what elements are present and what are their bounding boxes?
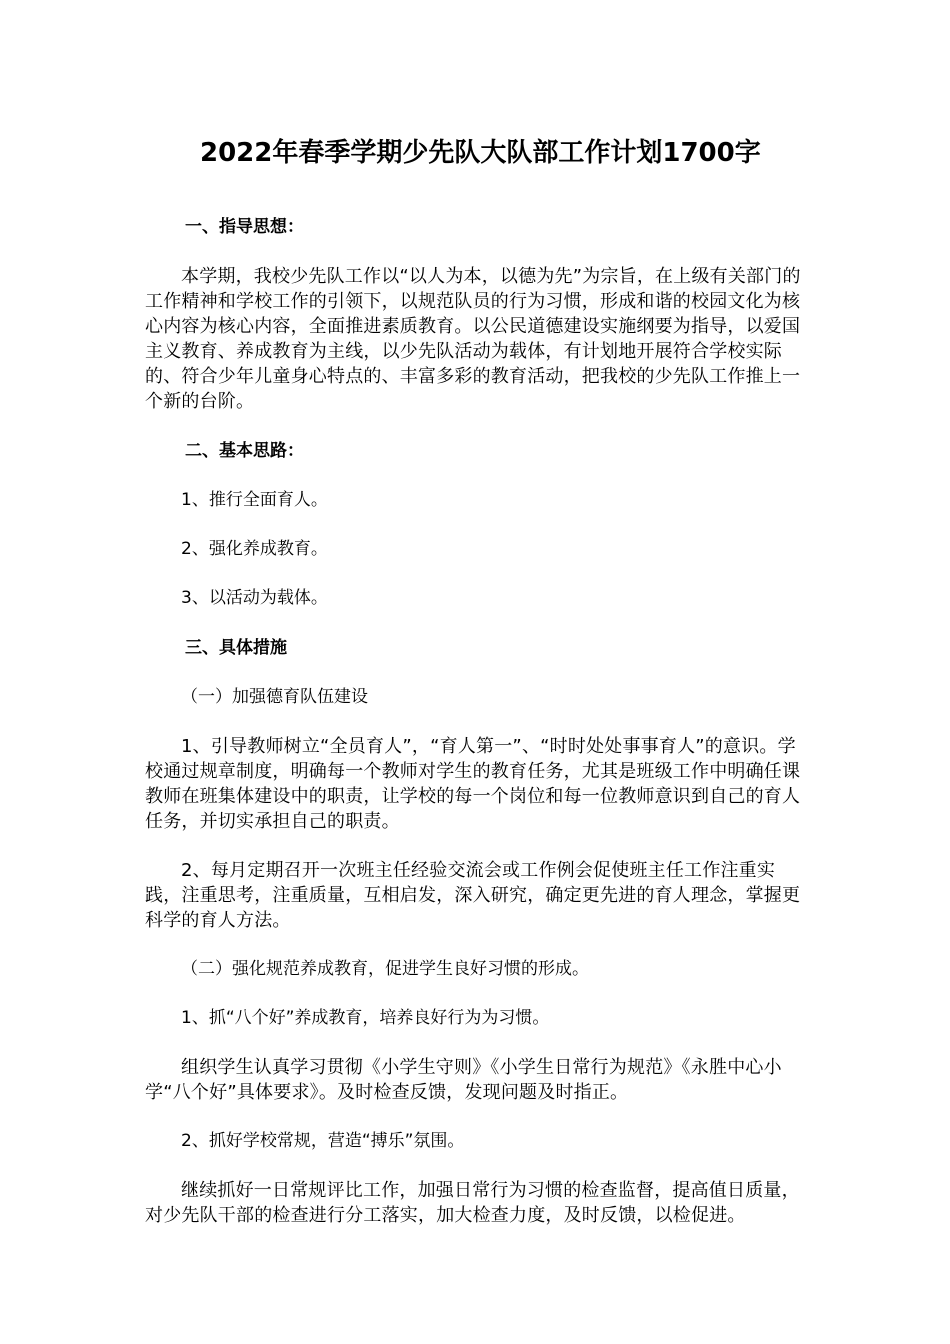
list-item: 3、以活动为载体。 bbox=[181, 588, 328, 608]
section-heading-basic-ideas: 二、基本思路： bbox=[185, 441, 304, 461]
paragraph-measure-2: 2、每月定期召开一次班主任经验交流会或工作例会促使班主任工作注重实践，注重思考，注重质量，互相启发，深入研究，确定更先进的育人理念，掌握更科学的育人方法。 bbox=[145, 860, 801, 931]
list-item: 1、抓“八个好”养成教育，培养良好行为为习惯。 bbox=[181, 1008, 550, 1028]
subsection-heading-team-building: （一）加强德育队伍建设 bbox=[181, 687, 368, 707]
list-item: 1、推行全面育人。 bbox=[181, 490, 328, 510]
list-item: 2、抓好学校常规，营造“搏乐”氛围。 bbox=[181, 1131, 465, 1151]
section-heading-guiding-ideology: 一、指导思想： bbox=[185, 217, 304, 237]
document-title: 2022年春季学期少先队大队部工作计划1700字 bbox=[200, 138, 761, 168]
subsection-heading-habit-education: （二）强化规范养成教育，促进学生良好习惯的形成。 bbox=[181, 959, 589, 979]
paragraph-daily-routine: 继续抓好一日常规评比工作，加强日常行为习惯的检查监督，提高值日质量，对少先队干部的检查进行分工落实，加大检查力度，及时反馈，以检促进。 bbox=[145, 1180, 800, 1226]
paragraph-measure-1: 1、引导教师树立“全员育人”，“育人第一”、“时时处处事事育人”的意识。学校通过规章制度，明确每一个教师对学生的教育任务，尤其是班级工作中明确任课教师在班集体建设中的职责，让学校的每一个岗位和每一位教师意识到自己的育人任务，并切实承担自己的职责。 bbox=[145, 736, 801, 832]
section-heading-measures: 三、具体措施 bbox=[185, 638, 287, 658]
list-item: 2、强化养成教育。 bbox=[181, 539, 328, 559]
paragraph-guiding-ideology: 本学期，我校少先队工作以“以人为本，以德为先”为宗旨，在上级有关部门的工作精神和学校工作的引领下，以规范队员的行为习惯，形成和谐的校园文化为核心内容为核心内容，全面推进素质教育。以公民道德建设实施纲要为指导，以爱国主义教育、养成教育为主线，以少先队活动为载体，有计划地开展符合学校实际的、符合少年儿童身心特点的、丰富多彩的教育活动，把我校的少先队工作推上一个新的台阶。 bbox=[145, 266, 801, 412]
document-page bbox=[145, 128, 805, 1252]
paragraph-study-rules: 组织学生认真学习贯彻《小学生守则》《小学生日常行为规范》《永胜中心小学“八个好”具体要求》。及时检查反馈，发现问题及时指正。 bbox=[145, 1057, 782, 1103]
